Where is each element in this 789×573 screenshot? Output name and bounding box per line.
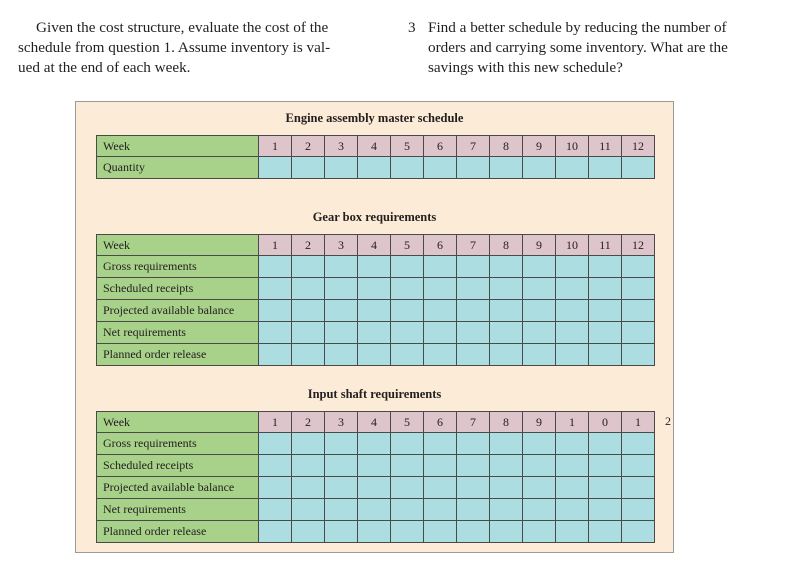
stray-week-digit: 2: [665, 414, 671, 428]
entry-cell[interactable]: [292, 300, 325, 322]
table-row: [97, 278, 655, 300]
entry-cell[interactable]: [523, 322, 556, 344]
question-2-line-1: Given the cost structure, evaluate the cost of the: [36, 19, 329, 36]
week-number: 0: [589, 412, 622, 433]
entry-cell[interactable]: [292, 278, 325, 300]
entry-cell[interactable]: [259, 455, 292, 477]
entry-cell[interactable]: [523, 433, 556, 455]
entry-cell[interactable]: [556, 256, 589, 278]
entry-cell[interactable]: [424, 521, 457, 543]
question-2-line-2: schedule from question 1. Assume inventory is val-: [18, 39, 331, 56]
input-shaft-table: [96, 411, 655, 543]
gearbox-title: Gear box requirements: [312, 210, 437, 224]
week-number: 1: [556, 412, 589, 433]
entry-cell[interactable]: [490, 157, 523, 179]
entry-cell[interactable]: [325, 521, 358, 543]
question-2-line-3: ued at the end of each week.: [18, 59, 191, 76]
entry-cell[interactable]: [589, 477, 622, 499]
entry-cell[interactable]: [259, 157, 292, 179]
entry-cell[interactable]: [424, 322, 457, 344]
entry-cell[interactable]: [589, 322, 622, 344]
entry-cell[interactable]: [424, 477, 457, 499]
entry-cell[interactable]: [457, 455, 490, 477]
entry-cell[interactable]: [292, 344, 325, 366]
week-number: 10: [556, 235, 589, 256]
entry-cell[interactable]: [622, 433, 655, 455]
entry-cell[interactable]: [622, 322, 655, 344]
table-row: [97, 157, 655, 179]
table-row: [97, 256, 655, 278]
week-number: 3: [325, 235, 358, 256]
week-number: 5: [391, 235, 424, 256]
entry-cell[interactable]: [325, 499, 358, 521]
week-number: 12: [622, 235, 655, 256]
entry-cell[interactable]: [358, 521, 391, 543]
entry-cell[interactable]: [391, 521, 424, 543]
entry-cell[interactable]: [490, 300, 523, 322]
entry-cell[interactable]: [259, 433, 292, 455]
week-number: 1: [259, 412, 292, 433]
entry-cell[interactable]: [358, 477, 391, 499]
entry-cell[interactable]: [259, 322, 292, 344]
table-row: [97, 499, 655, 521]
master-schedule-title: Engine assembly master schedule: [285, 111, 464, 125]
entry-cell[interactable]: [325, 157, 358, 179]
week-number: 4: [358, 235, 391, 256]
week-number: 11: [589, 235, 622, 256]
entry-cell[interactable]: [589, 157, 622, 179]
entry-cell[interactable]: [391, 300, 424, 322]
entry-cell[interactable]: [358, 278, 391, 300]
question-3-line-1: Find a better schedule by reducing the number of: [428, 19, 727, 36]
entry-cell[interactable]: [391, 433, 424, 455]
entry-cell[interactable]: [292, 322, 325, 344]
row-label: Week: [97, 136, 259, 157]
entry-cell[interactable]: [457, 521, 490, 543]
entry-cell[interactable]: [292, 455, 325, 477]
entry-cell[interactable]: [490, 499, 523, 521]
entry-cell[interactable]: [259, 499, 292, 521]
entry-cell[interactable]: [457, 322, 490, 344]
entry-cell[interactable]: [358, 256, 391, 278]
week-number: 2: [292, 412, 325, 433]
mrp-worksheet-panel: [75, 101, 674, 553]
table-row: [97, 344, 655, 366]
week-number: 6: [424, 235, 457, 256]
entry-cell[interactable]: [424, 499, 457, 521]
entry-cell[interactable]: [457, 157, 490, 179]
week-number: 5: [391, 412, 424, 433]
entry-cell[interactable]: [292, 256, 325, 278]
entry-cell[interactable]: [424, 256, 457, 278]
entry-cell[interactable]: [424, 455, 457, 477]
week-number: 10: [556, 136, 589, 157]
entry-cell[interactable]: [523, 278, 556, 300]
entry-cell[interactable]: [589, 278, 622, 300]
entry-cell[interactable]: [589, 521, 622, 543]
week-number: 4: [358, 412, 391, 433]
entry-cell[interactable]: [556, 344, 589, 366]
entry-cell[interactable]: [622, 278, 655, 300]
question-3-line-2: orders and carrying some inventory. What are the: [428, 39, 728, 56]
entry-cell[interactable]: [424, 278, 457, 300]
entry-cell[interactable]: [457, 499, 490, 521]
entry-cell[interactable]: [556, 433, 589, 455]
entry-cell[interactable]: [556, 322, 589, 344]
week-number: 9: [523, 412, 556, 433]
entry-cell[interactable]: [292, 477, 325, 499]
entry-cell[interactable]: [424, 433, 457, 455]
week-header-row: [97, 136, 655, 157]
week-number: 7: [457, 235, 490, 256]
entry-cell[interactable]: [292, 521, 325, 543]
entry-cell[interactable]: [556, 477, 589, 499]
entry-cell[interactable]: [358, 499, 391, 521]
entry-cell[interactable]: [325, 322, 358, 344]
entry-cell[interactable]: [490, 256, 523, 278]
entry-cell[interactable]: [424, 300, 457, 322]
week-number: 1: [259, 136, 292, 157]
entry-cell[interactable]: [589, 344, 622, 366]
entry-cell[interactable]: [391, 499, 424, 521]
entry-cell[interactable]: [325, 278, 358, 300]
entry-cell[interactable]: [490, 322, 523, 344]
entry-cell[interactable]: [259, 477, 292, 499]
entry-cell[interactable]: [424, 344, 457, 366]
entry-cell[interactable]: [556, 499, 589, 521]
entry-cell[interactable]: [589, 455, 622, 477]
week-number: 12: [622, 136, 655, 157]
entry-cell[interactable]: [556, 278, 589, 300]
row-label: Net requirements: [97, 499, 259, 521]
entry-cell[interactable]: [358, 157, 391, 179]
week-number: 2: [292, 235, 325, 256]
week-header-row: [97, 235, 655, 256]
entry-cell[interactable]: [391, 157, 424, 179]
question-3-text: [408, 18, 778, 78]
entry-cell[interactable]: [457, 344, 490, 366]
row-label: Net requirements: [97, 322, 259, 344]
entry-cell[interactable]: [622, 521, 655, 543]
entry-cell[interactable]: [391, 278, 424, 300]
week-number: 11: [589, 136, 622, 157]
entry-cell[interactable]: [622, 477, 655, 499]
entry-cell[interactable]: [523, 455, 556, 477]
week-number: 7: [457, 136, 490, 157]
entry-cell[interactable]: [325, 344, 358, 366]
entry-cell[interactable]: [292, 157, 325, 179]
table-row: [97, 433, 655, 455]
entry-cell[interactable]: [523, 256, 556, 278]
entry-cell[interactable]: [325, 433, 358, 455]
question-2-text: [18, 18, 378, 78]
entry-cell[interactable]: [259, 521, 292, 543]
master-schedule-table: [96, 135, 655, 179]
entry-cell[interactable]: [457, 433, 490, 455]
entry-cell[interactable]: [490, 433, 523, 455]
entry-cell[interactable]: [589, 499, 622, 521]
entry-cell[interactable]: [358, 344, 391, 366]
week-number: 5: [391, 136, 424, 157]
entry-cell[interactable]: [556, 455, 589, 477]
table-row: [97, 477, 655, 499]
row-label: Quantity: [97, 157, 259, 179]
week-number: 3: [325, 136, 358, 157]
week-number: 6: [424, 136, 457, 157]
week-number: 1: [622, 412, 655, 433]
entry-cell[interactable]: [622, 499, 655, 521]
week-number: 2: [292, 136, 325, 157]
week-number: 6: [424, 412, 457, 433]
week-number: 8: [490, 235, 523, 256]
row-label: Projected available balance: [97, 300, 259, 322]
entry-cell[interactable]: [490, 477, 523, 499]
question-3-line-3: savings with this new schedule?: [428, 59, 623, 76]
entry-cell[interactable]: [556, 521, 589, 543]
entry-cell[interactable]: [490, 344, 523, 366]
row-label: Projected available balance: [97, 477, 259, 499]
gearbox-table: [96, 234, 655, 366]
entry-cell[interactable]: [259, 344, 292, 366]
entry-cell[interactable]: [556, 300, 589, 322]
row-label: Scheduled receipts: [97, 278, 259, 300]
entry-cell[interactable]: [523, 499, 556, 521]
entry-cell[interactable]: [490, 455, 523, 477]
entry-cell[interactable]: [523, 521, 556, 543]
entry-cell[interactable]: [424, 157, 457, 179]
entry-cell[interactable]: [358, 322, 391, 344]
entry-cell[interactable]: [325, 455, 358, 477]
entry-cell[interactable]: [259, 300, 292, 322]
entry-cell[interactable]: [457, 300, 490, 322]
entry-cell[interactable]: [358, 455, 391, 477]
entry-cell[interactable]: [358, 300, 391, 322]
entry-cell[interactable]: [490, 521, 523, 543]
entry-cell[interactable]: [457, 477, 490, 499]
row-label: Planned order release: [97, 344, 259, 366]
entry-cell[interactable]: [391, 477, 424, 499]
entry-cell[interactable]: [622, 157, 655, 179]
entry-cell[interactable]: [259, 278, 292, 300]
week-number: 3: [325, 412, 358, 433]
table-row: [97, 322, 655, 344]
entry-cell[interactable]: [523, 477, 556, 499]
week-header-row: [97, 412, 655, 433]
week-number: 8: [490, 412, 523, 433]
row-label: Planned order release: [97, 521, 259, 543]
week-number: 1: [259, 235, 292, 256]
entry-cell[interactable]: [589, 256, 622, 278]
entry-cell[interactable]: [325, 256, 358, 278]
entry-cell[interactable]: [622, 300, 655, 322]
table-row: [97, 300, 655, 322]
entry-cell[interactable]: [622, 344, 655, 366]
row-label: Week: [97, 412, 259, 433]
entry-cell[interactable]: [556, 157, 589, 179]
entry-cell[interactable]: [622, 455, 655, 477]
entry-cell[interactable]: [589, 300, 622, 322]
entry-cell[interactable]: [325, 477, 358, 499]
entry-cell[interactable]: [523, 157, 556, 179]
week-number: 9: [523, 136, 556, 157]
question-3-number: 3: [408, 19, 416, 36]
week-number: 7: [457, 412, 490, 433]
row-label: Gross requirements: [97, 433, 259, 455]
input-shaft-title: Input shaft requirements: [307, 387, 442, 401]
entry-cell[interactable]: [523, 344, 556, 366]
entry-cell[interactable]: [325, 300, 358, 322]
entry-cell[interactable]: [391, 322, 424, 344]
week-number: 8: [490, 136, 523, 157]
row-label: Scheduled receipts: [97, 455, 259, 477]
entry-cell[interactable]: [457, 278, 490, 300]
entry-cell[interactable]: [622, 256, 655, 278]
entry-cell[interactable]: [292, 499, 325, 521]
week-number: 9: [523, 235, 556, 256]
entry-cell[interactable]: [490, 278, 523, 300]
week-number: 4: [358, 136, 391, 157]
row-label: Week: [97, 235, 259, 256]
row-label: Gross requirements: [97, 256, 259, 278]
entry-cell[interactable]: [358, 433, 391, 455]
entry-cell[interactable]: [523, 300, 556, 322]
entry-cell[interactable]: [457, 256, 490, 278]
table-row: [97, 521, 655, 543]
entry-cell[interactable]: [292, 433, 325, 455]
table-row: [97, 455, 655, 477]
entry-cell[interactable]: [589, 433, 622, 455]
entry-cell[interactable]: [391, 256, 424, 278]
entry-cell[interactable]: [259, 256, 292, 278]
entry-cell[interactable]: [391, 455, 424, 477]
entry-cell[interactable]: [391, 344, 424, 366]
